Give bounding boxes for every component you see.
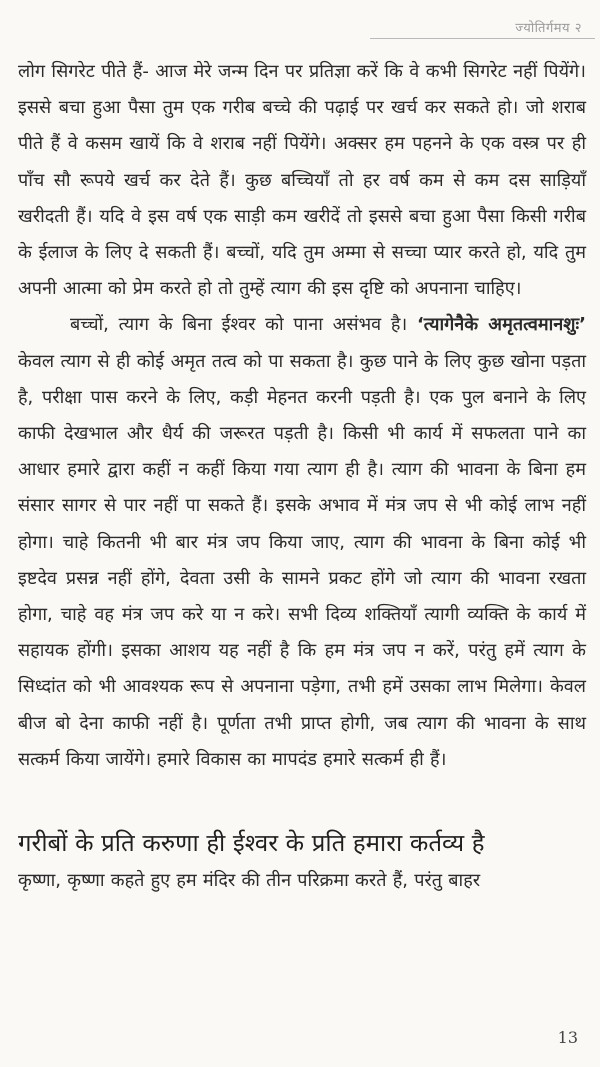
header-rule	[370, 38, 595, 39]
paragraph-2	[18, 307, 586, 778]
sanskrit-quote: ‘त्यागेनैके अमृतत्वमानशुः’	[416, 314, 586, 336]
running-header: ज्योतिर्गमय २	[515, 21, 582, 36]
paragraph-1: लोग सिगरेट पीते हैं- आज मेरे जन्म दिन पर प्रतिज्ञा करें कि वे कभी सिगरेट नहीं पियेंगे। इससे बचा हुआ पैसा तुम एक गरीब बच्चे की पढ़ाई पर खर्च कर सकते हो। जो शराब पीते हैं वे कसम खायें कि वे शराब नहीं पियेंगे। अक्सर हम पहनने के एक वस्त्र पर ही पाँच सौ रूपये खर्च कर देते हैं। कुछ बच्चियाँ तो हर वर्ष कम से कम दस साड़ियाँ खरीदती हैं। यदि वे इस वर्ष एक साड़ी कम खरीदें तो इससे बचा हुआ पैसा किसी गरीब के ईलाज के लिए दे सकती हैं। बच्चों, यदि तुम अम्मा से सच्चा प्यार करते हो, यदि तुम अपनी आत्मा को प्रेम करते हो तो तुम्हें त्याग की इस दृष्टि को अपनाना चाहिए।	[18, 61, 586, 300]
paragraph-2-intro: बच्चों, त्याग के बिना ईश्वर को पाना असंभव है।	[70, 314, 417, 336]
paragraph-3: कृष्णा, कृष्णा कहते हुए हम मंदिर की तीन परिक्रमा करते हैं, परंतु बाहर	[18, 870, 481, 892]
page-content	[18, 54, 586, 899]
section-heading: गरीबों के प्रति करुणा ही ईश्वर के प्रति हमारा कर्तव्य है	[18, 829, 485, 858]
paragraph-2-rest: केवल त्याग से ही कोई अमृत तत्व को पा सकता है। कुछ पाने के लिए कुछ खोना पड़ता है, परीक्षा पास करने के लिए, कड़ी मेहनत करनी पड़ती है। एक पुल बनाने के लिए काफी देखभाल और धैर्य की जरूरत पड़ती है। किसी भी कार्य में सफलता पाने का आधार हमारे द्वारा कहीं न कहीं किया गया त्याग ही है। त्याग की भावना के बिना हम संसार सागर से पार नहीं पा सकते हैं। इसके अभाव में मंत्र जप से भी कोई लाभ नहीं होगा। चाहे कितनी भी बार मंत्र जप किया जाए, त्याग की भावना के बिना कोई भी इष्टदेव प्रसन्न नहीं होंगे, देवता उसी के सामने प्रकट होंगे जो त्याग की भावना रखता होगा, चाहे वह मंत्र जप करे या न करे। सभी दिव्य शक्तियाँ त्यागी व्यक्ति के कार्य में सहायक होंगी। इसका आशय यह नहीं है कि हम मंत्र जप न करें, परंतु हमें त्याग के सिध्दांत को भी आवश्यक रूप से अपनाना पड़ेगा, तभी हमें उसका लाभ मिलेगा। केवल बीज बो देना काफी नहीं है। पूर्णता तभी प्राप्त होगी, जब त्याग की भावना के साथ सत्कर्म किया जायेंगे। हमारे विकास का मापदंड हमारे सत्कर्म ही हैं।	[18, 350, 586, 770]
page-number: 13	[557, 1028, 578, 1047]
